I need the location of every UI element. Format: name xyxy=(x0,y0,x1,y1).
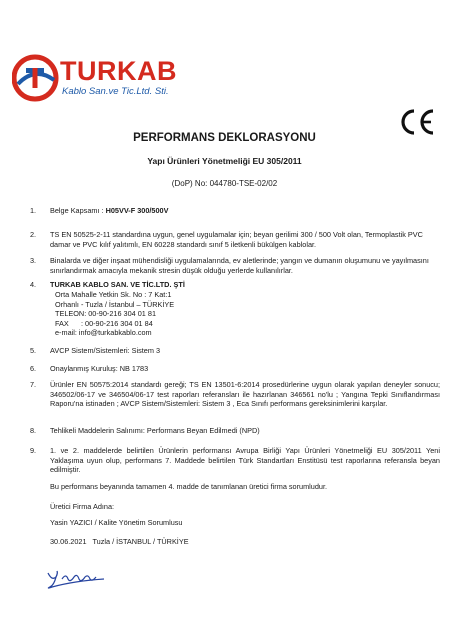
company-address: Orhanlı - Tuzla / İstanbul – TÜRKİYE xyxy=(55,299,175,309)
scope-label: Belge Kapsamı : xyxy=(50,206,106,215)
company-email: e-mail: info@turkabkablo.com xyxy=(55,328,152,337)
item-number: 1. xyxy=(30,206,37,215)
item-text: Binalarda ve diğer inşaat mühendisliği uygulamalarında, ev aletlerinde; yangın ve dumanın oluşumunu ve yayılmasını sınırlandırmak amacıyla mekanik stresin düşük olduğu yerlerde kullanılırlar. xyxy=(50,256,429,275)
item-text: TS EN 50525-2-11 standardına uygun, genel uygulamalar için; beyan gerilimi 300 / 500 Volt olan, Termoplastik PVC damar ve PVC kılıf yalıtımlı, EN 60228 standardı sınıf 5 iletkenli bükülgen kablolar. xyxy=(50,230,423,249)
document-subtitle: Yapı Ürünleri Yönetmeliği EU 305/2011 xyxy=(147,156,302,166)
item-text: Ürünler EN 50575:2014 standardı gereği; TS EN 13501-6:2014 prosedürlerine uygun olarak yapılan deneyler sonucu; 346502/06-17 ve 346504/06-17 test raporları referansları ile hazırlanan 346561 no'lu ; Yangına Tepki Sınıflandırması Raporu'na istinaden ; AVCP Sistem/Sistemleri: Sistem 3 , Eca Sınıfı performans gereksinimlerini karşılar. xyxy=(50,380,440,409)
list-item xyxy=(30,426,440,436)
signer-label: Üretici Firma Adına: xyxy=(50,502,115,511)
logo-wordmark: TURKAB xyxy=(60,56,177,86)
item-text: Onaylanmış Kuruluş: NB 1783 xyxy=(50,364,149,373)
item-number: 2. xyxy=(30,230,37,239)
company-name: TURKAB KABLO SAN. VE TİC.LTD. ŞTİ xyxy=(50,280,185,289)
item-number: 7. xyxy=(30,380,37,389)
list-item xyxy=(30,206,440,216)
item-number: 3. xyxy=(30,256,37,265)
list-item xyxy=(30,380,440,409)
list-item xyxy=(30,346,440,356)
dop-number: (DoP) No: 044780-TSE-02/02 xyxy=(171,179,278,188)
list-item xyxy=(30,446,440,475)
logo-tagline: Kablo San.ve Tic.Ltd. Sti. xyxy=(62,86,169,97)
list-item xyxy=(30,230,440,249)
signer-name: Yasin YAZICI / Kalite Yönetim Sorumlusu xyxy=(50,518,183,527)
scope-value: H05VV-F 300/500V xyxy=(105,206,169,215)
item-number: 8. xyxy=(30,426,37,435)
company-phone: TELEON: 00-90-216 304 01 81 xyxy=(55,309,157,318)
item-number: 9. xyxy=(30,446,37,455)
item-text: Tehlikeli Maddelerin Salınımı: Performans Beyan Edilmedi (NPD) xyxy=(50,426,260,435)
item-number: 6. xyxy=(30,364,37,373)
signature-icon xyxy=(44,567,114,591)
list-item xyxy=(30,364,440,374)
signature-date-place: 30.06.2021 Tuzla / İSTANBUL / TÜRKİYE xyxy=(50,537,189,546)
item-number: 4. xyxy=(30,280,37,289)
list-item xyxy=(30,280,440,290)
list-item xyxy=(30,256,440,275)
closing-statement: Bu performans beyanında tamamen 4. madde de tanımlanan üretici firma sorumludur. xyxy=(50,482,328,491)
item-number: 5. xyxy=(30,346,37,355)
company-address: Orta Mahalle Yetkin Sk. No : 7 Kat:1 xyxy=(55,290,172,299)
document-title: PERFORMANS DEKLORASYONU xyxy=(133,132,316,144)
item-text: 1. ve 2. maddelerde belirtilen Ürünlerin performansı Avrupa Birliği Yapı Ürünleri Yönetmeliği EU 305/2011 Yeni Yaklaşıma uyun olup, performans 7. Maddede belirtilen Türk Standartları Enstitüsü test raporlarına referansla beyan edilmiştir. xyxy=(50,446,440,475)
company-fax: FAX : 00-90-216 304 01 84 xyxy=(55,318,153,328)
item-text: AVCP Sistem/Sistemleri: Sistem 3 xyxy=(50,346,161,355)
